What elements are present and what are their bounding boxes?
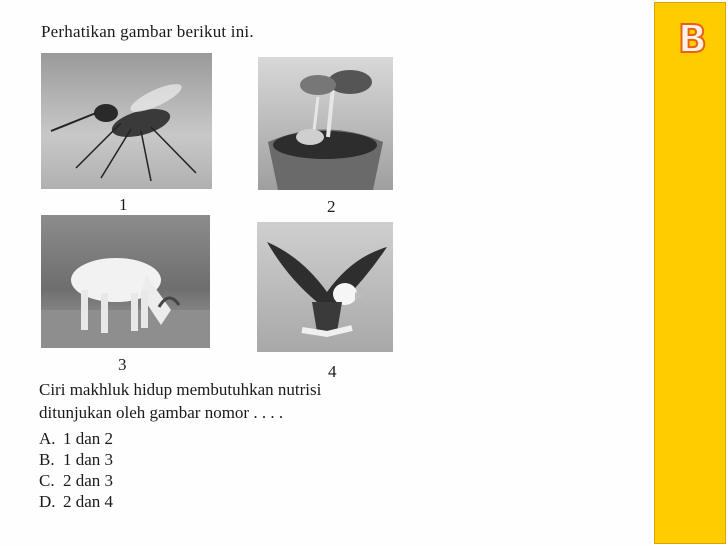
goat-icon <box>41 215 210 348</box>
mosquito-icon <box>41 53 212 189</box>
answer-options <box>39 428 113 512</box>
option-d[interactable] <box>39 491 113 512</box>
image-number-4: 4 <box>328 362 337 381</box>
question-prompt-line2: ditunjukan oleh gambar nomor . . . . <box>39 403 284 422</box>
answer-panel <box>654 2 726 544</box>
sprout-icon <box>258 57 393 190</box>
option-c[interactable] <box>39 470 113 491</box>
question-prompt-line1: Ciri makhluk hidup membutuhkan nutrisi <box>39 380 322 399</box>
question-heading: Perhatikan gambar berikut ini. <box>41 22 254 41</box>
sprout-photo <box>258 57 393 190</box>
option-a[interactable] <box>39 428 113 449</box>
goat-photo <box>41 215 210 348</box>
eagle-photo <box>257 222 393 352</box>
mosquito-photo <box>41 53 212 189</box>
image-number-3: 3 <box>118 355 127 374</box>
option-letter: D. <box>39 492 56 511</box>
option-letter: B. <box>39 450 55 469</box>
option-text: 2 dan 3 <box>63 471 114 490</box>
option-text: 2 dan 4 <box>63 492 114 511</box>
answer-label: B <box>678 17 707 61</box>
option-text: 1 dan 3 <box>63 450 114 469</box>
image-number-2: 2 <box>327 197 336 216</box>
option-letter: A. <box>39 429 56 448</box>
image-number-1: 1 <box>119 195 128 214</box>
eagle-icon <box>257 222 393 352</box>
option-b[interactable] <box>39 449 113 470</box>
option-text: 1 dan 2 <box>63 429 114 448</box>
question-text <box>39 378 321 424</box>
option-letter: C. <box>39 471 55 490</box>
